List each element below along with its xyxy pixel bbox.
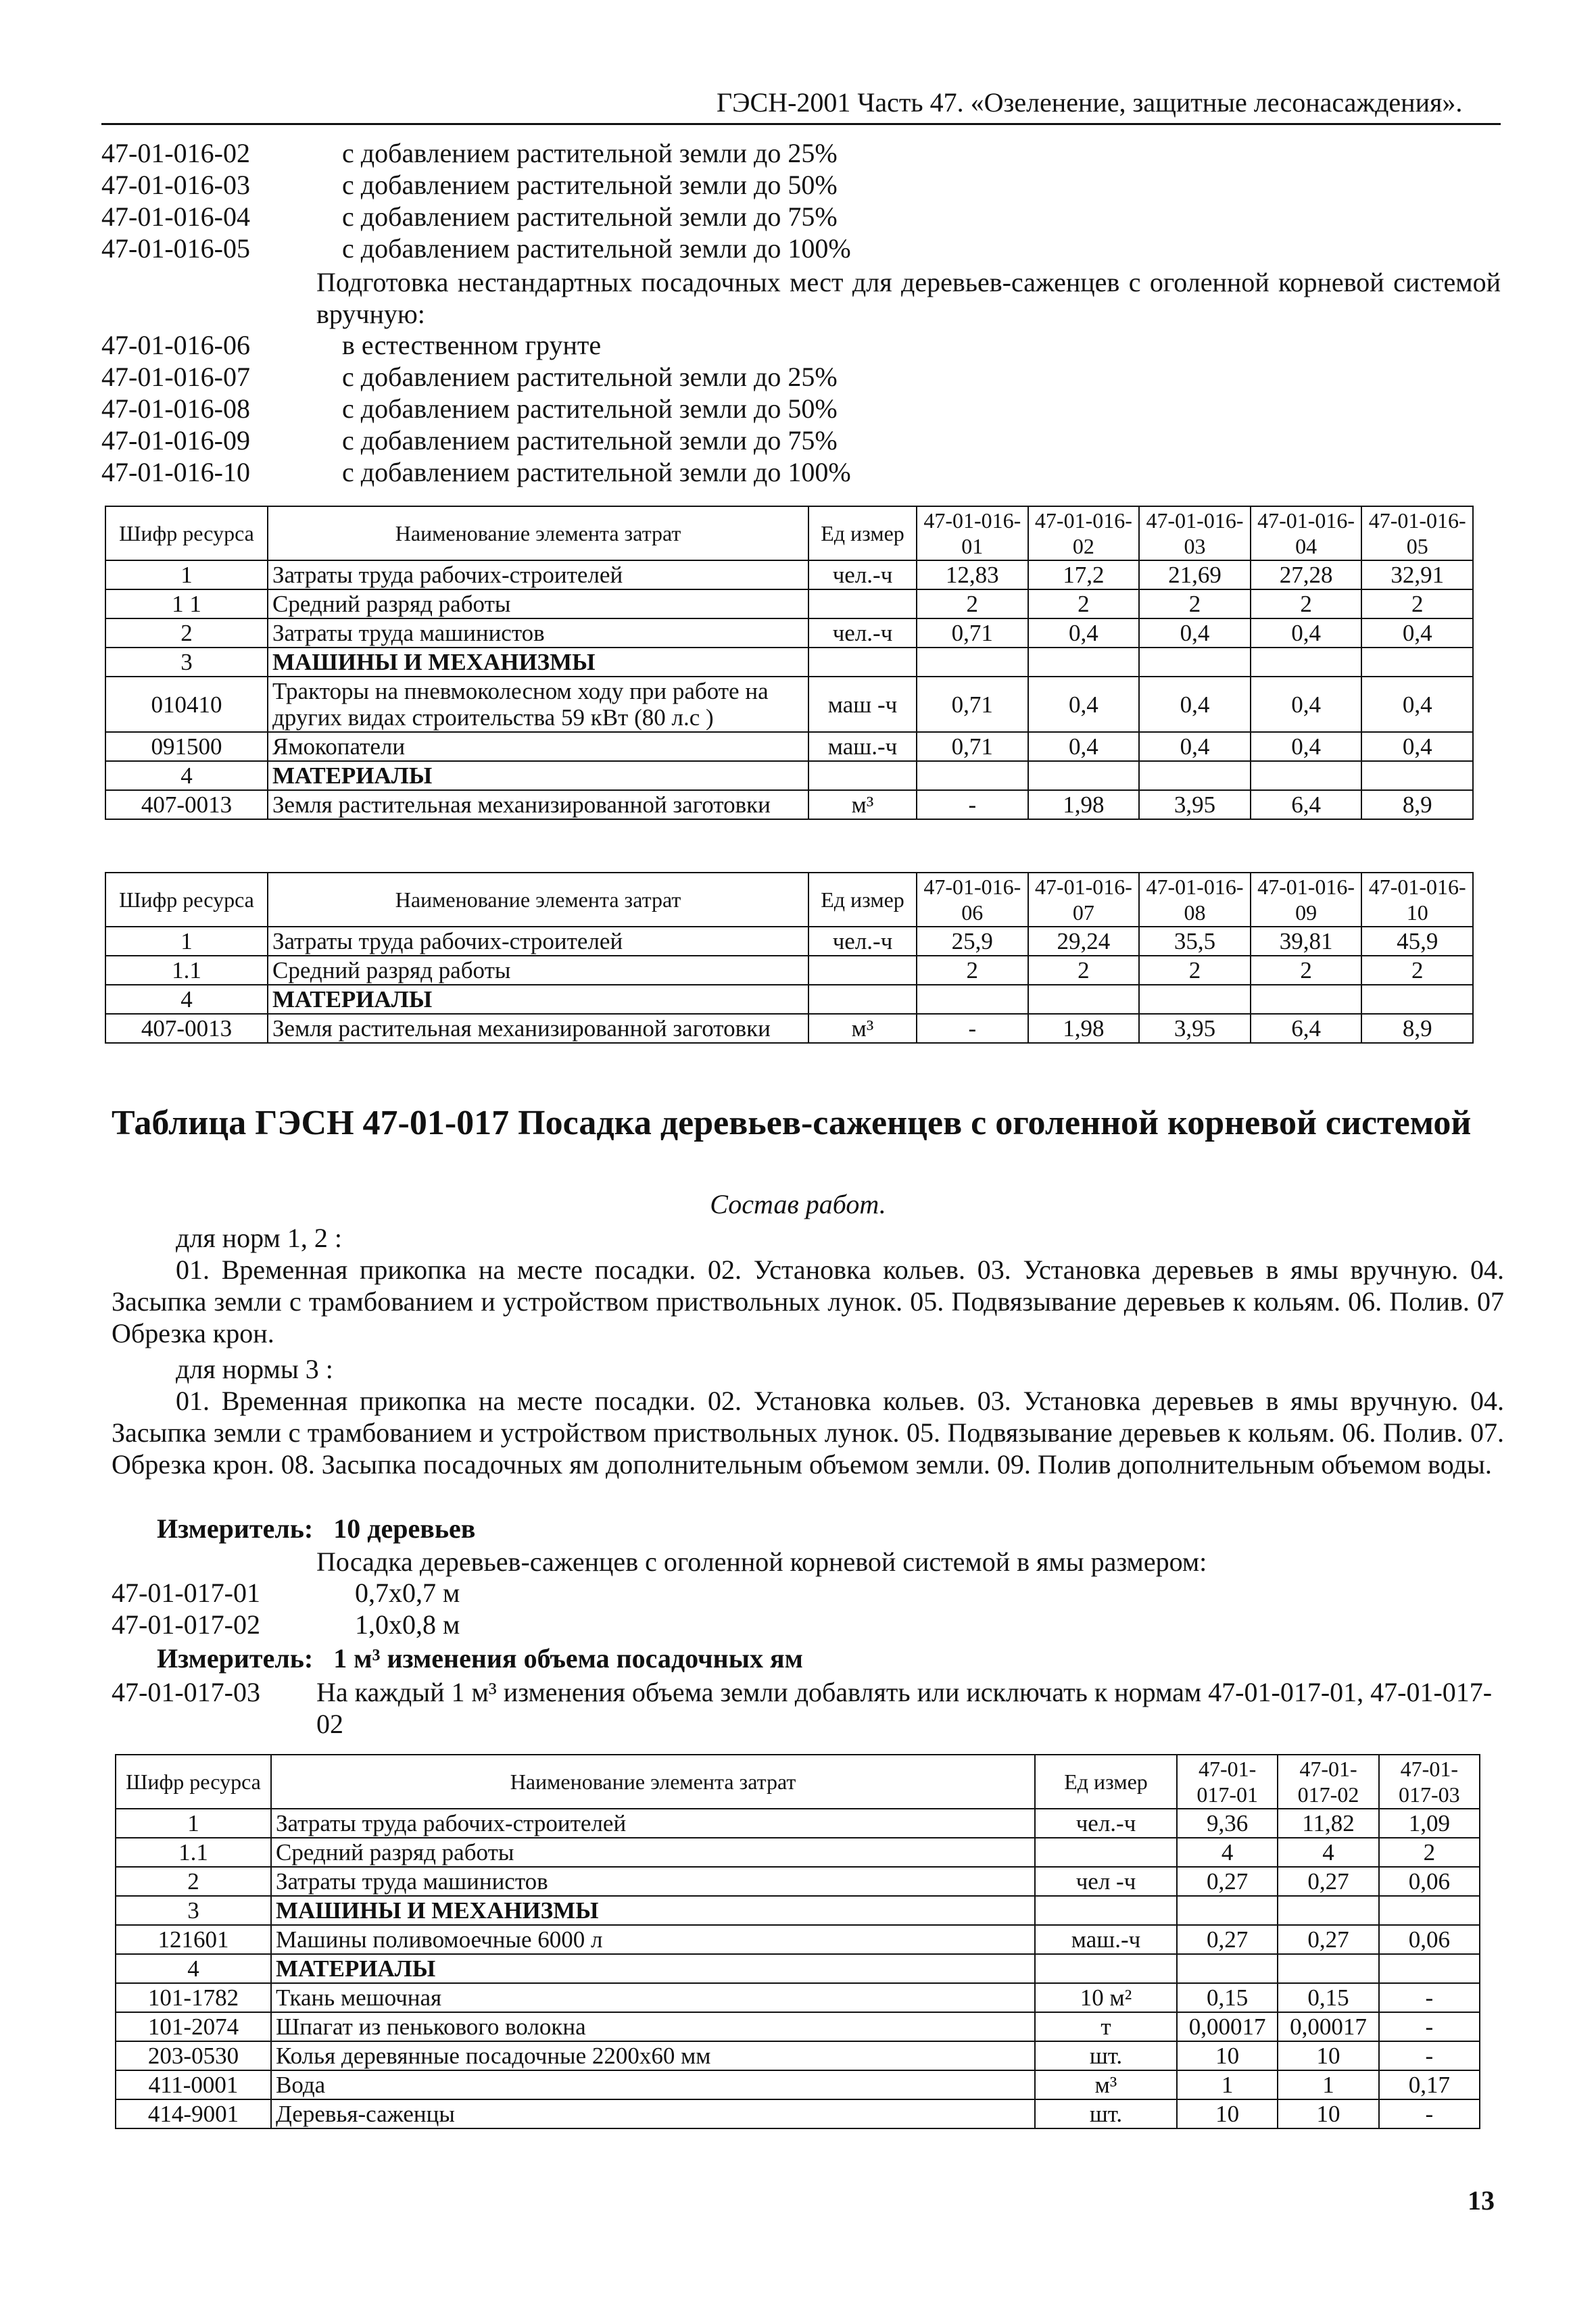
table-row: 101-1782 Ткань мешочная 10 м² 0,15 0,15 - (116, 1983, 1480, 2012)
col-header-norm: 47-01-016-03 (1139, 506, 1251, 560)
col-header-norm: 47-01-016-06 (917, 873, 1028, 927)
table-row: 1 Затраты труда рабочих-строителей чел.-ч 25,9 29,24 35,5 39,81 45,9 (105, 927, 1473, 956)
table-row: 203-0530 Колья деревянные посадочные 2200х60 мм шт. 10 10 - (116, 2041, 1480, 2070)
table-row: 1.1 Средний разряд работы 2 2 2 2 2 (105, 956, 1473, 985)
col-header-norm: 47-01-016-10 (1361, 873, 1473, 927)
table-row: 010410 Тракторы на пневмоколесном ходу при работе на других видах строительства 59 кВт (80 л.с ) маш -ч 0,71 0,4 0,4 0,4 0,4 (105, 677, 1473, 732)
running-header: ГЭСН-2001 Часть 47. «Озеленение, защитные лесонасаждения». (717, 87, 1463, 118)
table-section-row: 4 МАТЕРИАЛЫ (105, 985, 1473, 1014)
col-header-name: Наименование элемента затрат (268, 506, 808, 560)
col-header-norm: 47-01-017-02 (1278, 1755, 1378, 1809)
table-row: 2 Затраты труда машинистов чел.-ч 0,71 0,4 0,4 0,4 0,4 (105, 618, 1473, 648)
col-header-norm: 47-01-016-09 (1251, 873, 1362, 927)
measure-value: 10 деревьев (333, 1513, 476, 1544)
norm3-paragraph: 01. Временная прикопка на месте посадки. 02. Установка кольев. 03. Установка деревьев в ямы вручную. 04. Засыпка земли с трамбованием и устройством приствольных лунок. 05. Подвязывание деревьев к кольям. 06. Полив. 07. Обрезка крон. 08. Засыпка посадочных ям дополнительным объемом земли. 09. Полив дополнительным объемом воды. (112, 1386, 1504, 1480)
page-number: 13 (1468, 2185, 1495, 2216)
table-row: 1.1 Средний разряд работы 4 4 2 (116, 1838, 1480, 1867)
col-header-code: Шифр ресурса (105, 506, 268, 560)
norms12-paragraph: 01. Временная прикопка на месте посадки. 02. Установка кольев. 03. Установка деревьев в ямы вручную. 04. Засыпка земли с трамбованием и устройством приствольных лунок. 05. Подвязывание деревьев к кольям. 06. Полив. 07 Обрезка крон. (112, 1254, 1504, 1348)
col-header-norm: 47-01-016-04 (1251, 506, 1362, 560)
measure-row-2 (157, 1642, 803, 1674)
code-item: 47-01-016-05 с добавлением растительной земли до 100% (101, 233, 851, 264)
code-item: 47-01-016-06 в естественном грунте (101, 330, 602, 360)
table-row: 1 1 Средний разряд работы 2 2 2 2 2 (105, 589, 1473, 618)
table-row: 091500 Ямокопатели маш.-ч 0,71 0,4 0,4 0,4 0,4 (105, 732, 1473, 761)
measure-label: Измеритель: (157, 1513, 314, 1544)
table-section-row: 4 МАТЕРИАЛЫ (105, 761, 1473, 790)
composition-label: Состав работ. (710, 1189, 886, 1219)
table-row: 1 Затраты труда рабочих-строителей чел.-ч 12,83 17,2 21,69 27,28 32,91 (105, 560, 1473, 589)
resource-table-016-01-05 (105, 506, 1474, 820)
col-header-code: Шифр ресурса (116, 1755, 271, 1809)
col-header-norm: 47-01-016-01 (917, 506, 1028, 560)
col-header-norm: 47-01-017-03 (1379, 1755, 1480, 1809)
col-header-norm: 47-01-016-08 (1139, 873, 1251, 927)
norm3-label: для нормы 3 : (176, 1354, 333, 1384)
measure-row-1 (157, 1513, 475, 1544)
measure-label: Измеритель: (157, 1643, 314, 1674)
col-header-norm: 47-01-016-05 (1361, 506, 1473, 560)
code-item: 47-01-017-02 1,0х0,8 м (112, 1609, 460, 1640)
col-header-name: Наименование элемента затрат (271, 1755, 1035, 1809)
resource-table-016-06-10 (105, 872, 1474, 1044)
code-item: 47-01-017-01 0,7х0,7 м (112, 1578, 460, 1608)
col-header-code: Шифр ресурса (105, 873, 268, 927)
code-item: 47-01-016-03 с добавлением растительной земли до 50% (101, 170, 838, 200)
table-row: 414-9001 Деревья-саженцы шт. 10 10 - (116, 2099, 1480, 2128)
table-row: 407-0013 Земля растительная механизированной заготовки м³ - 1,98 3,95 6,4 8,9 (105, 1014, 1473, 1043)
table-row: 101-2074 Шпагат из пенькового волокна т 0,00017 0,00017 - (116, 2012, 1480, 2041)
col-header-name: Наименование элемента затрат (268, 873, 808, 927)
table-section-row: 3 МАШИНЫ И МЕХАНИЗМЫ (105, 648, 1473, 677)
code-017-03: 47-01-017-03 (112, 1677, 260, 1707)
measure-value: 1 м³ изменения объема посадочных ям (333, 1643, 803, 1674)
table-row: 121601 Машины поливомоечные 6000 л маш.-ч 0,27 0,27 0,06 (116, 1925, 1480, 1954)
code-item: 47-01-016-10 с добавлением растительной земли до 100% (101, 457, 851, 487)
prep-paragraph: Подготовка нестандартных посадочных мест для деревьев-саженцев с оголенной корневой системой вручную: (316, 267, 1501, 329)
col-header-norm: 47-01-016-02 (1028, 506, 1140, 560)
code-item: 47-01-016-09 с добавлением растительной земли до 75% (101, 425, 838, 456)
table-row: 1 Затраты труда рабочих-строителей чел.-ч 9,36 11,82 1,09 (116, 1809, 1480, 1838)
table-section-row: 3 МАШИНЫ И МЕХАНИЗМЫ (116, 1896, 1480, 1925)
norms12-label: для норм 1, 2 : (176, 1223, 342, 1253)
col-header-norm: 47-01-016-07 (1028, 873, 1140, 927)
col-header-unit: Ед измер (808, 506, 917, 560)
header-rule (101, 123, 1501, 125)
col-header-unit: Ед измер (808, 873, 917, 927)
table-row: 411-0001 Вода м³ 1 1 0,17 (116, 2070, 1480, 2099)
col-header-unit: Ед измер (1035, 1755, 1177, 1809)
code-item: 47-01-016-07 с добавлением растительной земли до 25% (101, 362, 838, 392)
col-header-norm: 47-01-017-01 (1177, 1755, 1278, 1809)
section-title: Таблица ГЭСН 47-01-017 Посадка деревьев-саженцев с оголенной корневой системой (112, 1104, 1472, 1142)
code-017-03-desc: На каждый 1 м³ изменения объема земли добавлять или исключать к нормам 47-01-017-01, 47-01-017-02 (316, 1677, 1493, 1739)
code-item: 47-01-016-08 с добавлением растительной земли до 50% (101, 393, 838, 424)
code-item: 47-01-016-02 с добавлением растительной земли до 25% (101, 138, 838, 168)
planting-text: Посадка деревьев-саженцев с оголенной корневой системой в ямы размером: (316, 1546, 1207, 1577)
table-row: 2 Затраты труда машинистов чел -ч 0,27 0,27 0,06 (116, 1867, 1480, 1896)
code-item: 47-01-016-04 с добавлением растительной земли до 75% (101, 201, 838, 232)
table-section-row: 4 МАТЕРИАЛЫ (116, 1954, 1480, 1983)
table-row: 407-0013 Земля растительная механизированной заготовки м³ - 1,98 3,95 6,4 8,9 (105, 790, 1473, 819)
resource-table-017 (115, 1754, 1480, 2129)
